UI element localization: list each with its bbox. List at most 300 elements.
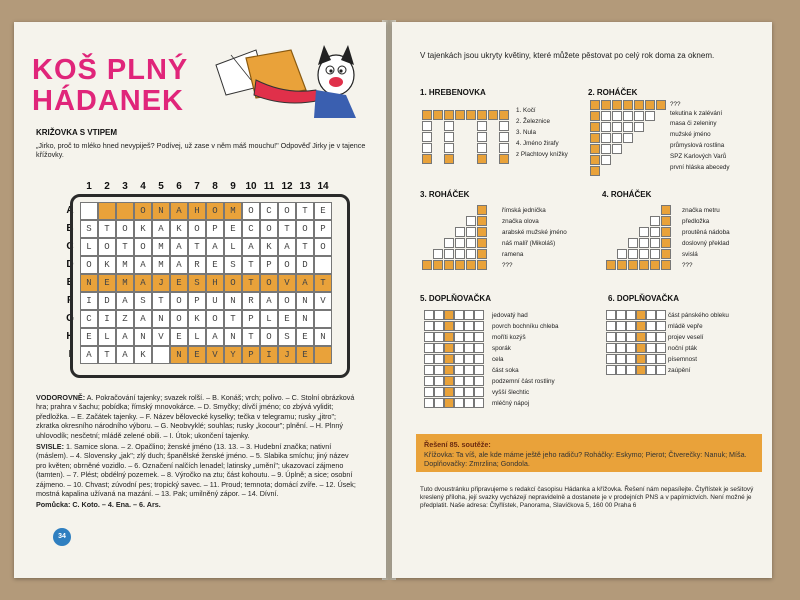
puzzle-cell[interactable] (422, 143, 432, 153)
puzzle-cell[interactable] (444, 238, 454, 248)
crossword-cell[interactable]: J (278, 346, 296, 364)
puzzle-cell[interactable] (464, 332, 474, 342)
puzzle-cell[interactable] (477, 260, 487, 270)
puzzle-cell[interactable] (606, 332, 616, 342)
crossword-cell[interactable]: K (170, 220, 188, 238)
puzzle-cell[interactable] (617, 260, 627, 270)
puzzle-cell[interactable] (422, 110, 432, 120)
puzzle-cell[interactable] (616, 354, 626, 364)
puzzle-cell[interactable] (646, 343, 656, 353)
puzzle-cell[interactable] (444, 143, 454, 153)
crossword-cell[interactable]: A (278, 238, 296, 256)
crossword-cell[interactable]: O (242, 202, 260, 220)
crossword-cell[interactable]: O (134, 202, 152, 220)
puzzle-cell[interactable] (474, 332, 484, 342)
puzzle-cell[interactable] (455, 260, 465, 270)
crossword-cell[interactable]: O (116, 220, 134, 238)
crossword-cell[interactable]: O (80, 256, 98, 274)
crossword-cell[interactable]: K (134, 220, 152, 238)
puzzle-cell[interactable] (626, 332, 636, 342)
puzzle-cell[interactable] (645, 100, 655, 110)
crossword-cell[interactable]: E (80, 328, 98, 346)
puzzle-cell[interactable] (650, 216, 660, 226)
crossword-cell[interactable]: T (278, 220, 296, 238)
puzzle-cell[interactable] (434, 376, 444, 386)
crossword-cell[interactable]: P (260, 256, 278, 274)
crossword-cell[interactable]: O (188, 220, 206, 238)
crossword-cell[interactable]: L (80, 238, 98, 256)
crossword-cell[interactable]: O (278, 256, 296, 274)
crossword-cell[interactable]: A (170, 256, 188, 274)
puzzle-cell[interactable] (444, 132, 454, 142)
crossword-cell[interactable]: S (80, 220, 98, 238)
puzzle-cell[interactable] (636, 365, 646, 375)
crossword-cell[interactable]: A (134, 310, 152, 328)
puzzle-cell[interactable] (433, 110, 443, 120)
crossword-cell[interactable]: T (242, 328, 260, 346)
crossword-cell[interactable]: T (188, 238, 206, 256)
puzzle-cell[interactable] (656, 354, 666, 364)
puzzle-cell[interactable] (454, 310, 464, 320)
puzzle-cell[interactable] (466, 249, 476, 259)
crossword-cell[interactable]: I (80, 292, 98, 310)
puzzle-cell[interactable] (634, 100, 644, 110)
puzzle-cell[interactable] (646, 310, 656, 320)
puzzle-cell[interactable] (477, 249, 487, 259)
crossword-cell[interactable]: P (242, 346, 260, 364)
crossword-cell[interactable]: N (152, 202, 170, 220)
crossword-cell[interactable]: L (224, 238, 242, 256)
crossword-cell[interactable]: K (134, 346, 152, 364)
crossword-cell[interactable]: A (242, 238, 260, 256)
puzzle-cell[interactable] (454, 332, 464, 342)
puzzle-cell[interactable] (639, 238, 649, 248)
crossword-cell[interactable]: T (242, 256, 260, 274)
puzzle-cell[interactable] (656, 343, 666, 353)
puzzle-cell[interactable] (444, 310, 454, 320)
crossword-cell[interactable]: P (314, 220, 332, 238)
puzzle-cell[interactable] (626, 321, 636, 331)
crossword-cell[interactable]: O (206, 202, 224, 220)
puzzle-cell[interactable] (601, 111, 611, 121)
puzzle-cell[interactable] (444, 387, 454, 397)
crossword-cell[interactable]: I (260, 346, 278, 364)
puzzle-cell[interactable] (474, 365, 484, 375)
puzzle-cell[interactable] (477, 154, 487, 164)
puzzle-cell[interactable] (601, 122, 611, 132)
puzzle-cell[interactable] (454, 387, 464, 397)
crossword-cell[interactable]: S (224, 256, 242, 274)
puzzle-cell[interactable] (590, 144, 600, 154)
puzzle-cell[interactable] (612, 100, 622, 110)
puzzle-cell[interactable] (454, 354, 464, 364)
puzzle-cell[interactable] (464, 343, 474, 353)
puzzle-cell[interactable] (636, 332, 646, 342)
crossword-cell[interactable]: E (296, 328, 314, 346)
puzzle-cell[interactable] (454, 343, 464, 353)
crossword-cell[interactable]: O (170, 292, 188, 310)
puzzle-cell[interactable] (434, 354, 444, 364)
puzzle-cell[interactable] (444, 154, 454, 164)
puzzle-cell[interactable] (444, 354, 454, 364)
crossword-cell[interactable]: H (188, 202, 206, 220)
puzzle-cell[interactable] (590, 133, 600, 143)
crossword-cell[interactable]: P (242, 310, 260, 328)
crossword-cell[interactable]: P (188, 292, 206, 310)
crossword-cell[interactable]: A (116, 292, 134, 310)
puzzle-cell[interactable] (422, 121, 432, 131)
crossword-cell[interactable]: E (314, 202, 332, 220)
crossword-cell[interactable]: V (278, 274, 296, 292)
puzzle-cell[interactable] (601, 155, 611, 165)
crossword-cell[interactable]: E (170, 274, 188, 292)
puzzle-cell[interactable] (434, 310, 444, 320)
crossword-cell[interactable]: J (152, 274, 170, 292)
puzzle-cell[interactable] (444, 249, 454, 259)
puzzle-cell[interactable] (590, 100, 600, 110)
puzzle-cell[interactable] (656, 100, 666, 110)
puzzle-cell[interactable] (661, 216, 671, 226)
crossword-cell[interactable]: T (98, 346, 116, 364)
puzzle-cell[interactable] (424, 321, 434, 331)
puzzle-cell[interactable] (628, 249, 638, 259)
crossword-cell[interactable]: D (98, 292, 116, 310)
puzzle-cell[interactable] (639, 227, 649, 237)
puzzle-cell[interactable] (424, 343, 434, 353)
puzzle-cell[interactable] (422, 154, 432, 164)
puzzle-cell[interactable] (636, 343, 646, 353)
puzzle-cell[interactable] (422, 132, 432, 142)
crossword-cell[interactable]: T (296, 202, 314, 220)
crossword-cell[interactable]: S (188, 274, 206, 292)
puzzle-cell[interactable] (661, 205, 671, 215)
crossword-cell[interactable]: O (314, 238, 332, 256)
crossword-cell[interactable]: C (260, 202, 278, 220)
crossword-cell[interactable] (314, 256, 332, 274)
crossword-cell[interactable]: T (314, 274, 332, 292)
puzzle-cell[interactable] (433, 260, 443, 270)
puzzle-cell[interactable] (626, 343, 636, 353)
puzzle-cell[interactable] (590, 111, 600, 121)
crossword-cell[interactable]: O (134, 238, 152, 256)
puzzle-cell[interactable] (455, 227, 465, 237)
puzzle-cell[interactable] (628, 260, 638, 270)
puzzle-cell[interactable] (612, 133, 622, 143)
puzzle-cell[interactable] (650, 227, 660, 237)
puzzle-cell[interactable] (444, 110, 454, 120)
puzzle-cell[interactable] (606, 310, 616, 320)
puzzle-cell[interactable] (477, 132, 487, 142)
puzzle-cell[interactable] (626, 354, 636, 364)
puzzle-cell[interactable] (464, 321, 474, 331)
puzzle-cell[interactable] (444, 343, 454, 353)
puzzle-cell[interactable] (661, 238, 671, 248)
puzzle-cell[interactable] (623, 122, 633, 132)
puzzle-cell[interactable] (636, 321, 646, 331)
puzzle-cell[interactable] (606, 365, 616, 375)
puzzle-cell[interactable] (656, 310, 666, 320)
puzzle-cell[interactable] (626, 310, 636, 320)
puzzle-cell[interactable] (590, 166, 600, 176)
crossword-cell[interactable]: N (224, 292, 242, 310)
crossword-cell[interactable]: O (98, 238, 116, 256)
crossword-cell[interactable]: U (206, 292, 224, 310)
crossword-cell[interactable]: N (296, 292, 314, 310)
puzzle-cell[interactable] (424, 365, 434, 375)
puzzle-cell[interactable] (477, 110, 487, 120)
crossword-cell[interactable]: E (98, 274, 116, 292)
puzzle-cell[interactable] (424, 332, 434, 342)
puzzle-cell[interactable] (616, 321, 626, 331)
puzzle-cell[interactable] (466, 110, 476, 120)
puzzle-cell[interactable] (422, 260, 432, 270)
puzzle-cell[interactable] (433, 249, 443, 259)
puzzle-cell[interactable] (616, 365, 626, 375)
puzzle-cell[interactable] (645, 111, 655, 121)
puzzle-cell[interactable] (474, 398, 484, 408)
puzzle-cell[interactable] (464, 376, 474, 386)
puzzle-cell[interactable] (606, 343, 616, 353)
puzzle-cell[interactable] (424, 354, 434, 364)
crossword-cell[interactable]: O (206, 310, 224, 328)
puzzle-cell[interactable] (617, 249, 627, 259)
crossword-cell[interactable]: K (260, 238, 278, 256)
puzzle-cell[interactable] (424, 387, 434, 397)
crossword-cell[interactable]: T (98, 220, 116, 238)
puzzle-cell[interactable] (646, 354, 656, 364)
crossword-cell[interactable]: A (152, 220, 170, 238)
puzzle-cell[interactable] (466, 216, 476, 226)
puzzle-cell[interactable] (606, 260, 616, 270)
puzzle-cell[interactable] (454, 398, 464, 408)
puzzle-cell[interactable] (646, 365, 656, 375)
crossword-cell[interactable]: O (278, 202, 296, 220)
crossword-cell[interactable]: A (206, 238, 224, 256)
crossword-cell[interactable]: Y (224, 346, 242, 364)
puzzle-cell[interactable] (454, 365, 464, 375)
puzzle-cell[interactable] (616, 310, 626, 320)
crossword-cell[interactable]: O (278, 292, 296, 310)
crossword-cell[interactable]: T (152, 292, 170, 310)
puzzle-cell[interactable] (656, 332, 666, 342)
crossword-cell[interactable]: N (314, 328, 332, 346)
crossword-cell[interactable]: E (170, 328, 188, 346)
crossword-cell[interactable]: S (278, 328, 296, 346)
crossword-cell[interactable]: C (80, 310, 98, 328)
puzzle-cell[interactable] (477, 121, 487, 131)
puzzle-cell[interactable] (601, 100, 611, 110)
puzzle-cell[interactable] (477, 143, 487, 153)
puzzle-cell[interactable] (646, 332, 656, 342)
puzzle-cell[interactable] (623, 133, 633, 143)
puzzle-cell[interactable] (661, 260, 671, 270)
crossword-cell[interactable]: P (206, 220, 224, 238)
puzzle-cell[interactable] (434, 398, 444, 408)
puzzle-cell[interactable] (650, 249, 660, 259)
puzzle-cell[interactable] (474, 376, 484, 386)
crossword-cell[interactable]: A (116, 346, 134, 364)
crossword-cell[interactable]: V (314, 292, 332, 310)
crossword-cell[interactable]: N (296, 310, 314, 328)
puzzle-cell[interactable] (499, 110, 509, 120)
crossword-cell[interactable]: L (260, 310, 278, 328)
crossword-cell[interactable]: T (296, 238, 314, 256)
puzzle-cell[interactable] (488, 110, 498, 120)
crossword-cell[interactable] (98, 202, 116, 220)
puzzle-cell[interactable] (466, 260, 476, 270)
puzzle-cell[interactable] (474, 310, 484, 320)
crossword-cell[interactable]: D (296, 256, 314, 274)
crossword-cell[interactable]: A (170, 202, 188, 220)
crossword-cell[interactable]: O (170, 310, 188, 328)
crossword-cell[interactable]: M (152, 256, 170, 274)
puzzle-cell[interactable] (650, 260, 660, 270)
puzzle-cell[interactable] (612, 144, 622, 154)
puzzle-cell[interactable] (444, 332, 454, 342)
crossword-cell[interactable]: R (188, 256, 206, 274)
puzzle-cell[interactable] (477, 227, 487, 237)
puzzle-cell[interactable] (444, 376, 454, 386)
puzzle-cell[interactable] (634, 122, 644, 132)
puzzle-cell[interactable] (650, 238, 660, 248)
crossword-cell[interactable]: A (260, 292, 278, 310)
puzzle-cell[interactable] (639, 249, 649, 259)
puzzle-cell[interactable] (444, 398, 454, 408)
puzzle-cell[interactable] (628, 238, 638, 248)
puzzle-cell[interactable] (464, 387, 474, 397)
crossword-cell[interactable]: L (188, 328, 206, 346)
crossword-cell[interactable]: A (116, 328, 134, 346)
crossword-cell[interactable]: M (116, 256, 134, 274)
puzzle-cell[interactable] (455, 110, 465, 120)
puzzle-cell[interactable] (434, 343, 444, 353)
puzzle-cell[interactable] (464, 365, 474, 375)
puzzle-cell[interactable] (477, 205, 487, 215)
puzzle-cell[interactable] (499, 154, 509, 164)
crossword-cell[interactable]: I (98, 310, 116, 328)
puzzle-cell[interactable] (612, 111, 622, 121)
crossword-cell[interactable]: C (242, 220, 260, 238)
puzzle-cell[interactable] (466, 227, 476, 237)
crossword-cell[interactable] (80, 202, 98, 220)
puzzle-cell[interactable] (590, 122, 600, 132)
puzzle-cell[interactable] (661, 227, 671, 237)
crossword-cell[interactable]: N (152, 310, 170, 328)
puzzle-cell[interactable] (623, 100, 633, 110)
crossword-cell[interactable]: E (188, 346, 206, 364)
puzzle-cell[interactable] (424, 310, 434, 320)
crossword-cell[interactable]: E (278, 310, 296, 328)
puzzle-cell[interactable] (636, 310, 646, 320)
crossword-cell[interactable]: O (224, 274, 242, 292)
crossword-cell[interactable]: A (296, 274, 314, 292)
crossword-cell[interactable]: A (206, 328, 224, 346)
puzzle-cell[interactable] (601, 144, 611, 154)
puzzle-cell[interactable] (424, 376, 434, 386)
puzzle-cell[interactable] (434, 332, 444, 342)
puzzle-cell[interactable] (444, 365, 454, 375)
puzzle-cell[interactable] (474, 321, 484, 331)
crossword-cell[interactable]: N (134, 328, 152, 346)
puzzle-cell[interactable] (623, 111, 633, 121)
crossword-cell[interactable]: V (152, 328, 170, 346)
crossword-cell[interactable]: A (134, 274, 152, 292)
puzzle-cell[interactable] (590, 155, 600, 165)
crossword-cell[interactable]: A (170, 238, 188, 256)
crossword-cell[interactable]: H (206, 274, 224, 292)
puzzle-cell[interactable] (464, 398, 474, 408)
puzzle-cell[interactable] (434, 387, 444, 397)
crossword-cell[interactable]: T (242, 274, 260, 292)
crossword-cell[interactable]: A (134, 256, 152, 274)
puzzle-cell[interactable] (646, 321, 656, 331)
crossword-cell[interactable]: K (98, 256, 116, 274)
puzzle-cell[interactable] (434, 321, 444, 331)
puzzle-cell[interactable] (601, 133, 611, 143)
puzzle-cell[interactable] (639, 260, 649, 270)
crossword-cell[interactable]: M (152, 238, 170, 256)
puzzle-cell[interactable] (606, 354, 616, 364)
crossword-cell[interactable]: O (260, 328, 278, 346)
crossword-cell[interactable] (152, 346, 170, 364)
crossword-cell[interactable]: N (224, 328, 242, 346)
crossword-cell[interactable]: N (170, 346, 188, 364)
puzzle-cell[interactable] (474, 387, 484, 397)
puzzle-cell[interactable] (616, 343, 626, 353)
puzzle-cell[interactable] (444, 260, 454, 270)
crossword-cell[interactable]: E (206, 256, 224, 274)
puzzle-cell[interactable] (474, 343, 484, 353)
crossword-cell[interactable]: S (134, 292, 152, 310)
puzzle-cell[interactable] (424, 398, 434, 408)
puzzle-cell[interactable] (612, 122, 622, 132)
crossword-cell[interactable] (314, 310, 332, 328)
crossword-cell[interactable]: L (98, 328, 116, 346)
crossword-cell[interactable]: E (224, 220, 242, 238)
crossword-cell[interactable]: M (224, 202, 242, 220)
puzzle-cell[interactable] (636, 354, 646, 364)
puzzle-cell[interactable] (454, 376, 464, 386)
crossword-cell[interactable]: V (206, 346, 224, 364)
crossword-cell[interactable]: T (224, 310, 242, 328)
crossword-cell[interactable]: O (260, 274, 278, 292)
crossword-cell[interactable] (314, 346, 332, 364)
puzzle-cell[interactable] (616, 332, 626, 342)
crossword-cell[interactable]: E (296, 346, 314, 364)
puzzle-cell[interactable] (499, 132, 509, 142)
puzzle-cell[interactable] (464, 354, 474, 364)
puzzle-cell[interactable] (444, 321, 454, 331)
puzzle-cell[interactable] (466, 238, 476, 248)
crossword-cell[interactable]: A (80, 346, 98, 364)
puzzle-cell[interactable] (656, 321, 666, 331)
puzzle-cell[interactable] (477, 216, 487, 226)
crossword-cell[interactable]: M (116, 274, 134, 292)
puzzle-cell[interactable] (455, 238, 465, 248)
puzzle-cell[interactable] (474, 354, 484, 364)
puzzle-cell[interactable] (455, 249, 465, 259)
crossword-cell[interactable]: O (260, 220, 278, 238)
puzzle-cell[interactable] (444, 121, 454, 131)
crossword-cell[interactable]: Z (116, 310, 134, 328)
puzzle-cell[interactable] (499, 143, 509, 153)
puzzle-cell[interactable] (454, 321, 464, 331)
crossword-cell[interactable]: T (116, 238, 134, 256)
puzzle-cell[interactable] (634, 111, 644, 121)
puzzle-cell[interactable] (499, 121, 509, 131)
puzzle-cell[interactable] (661, 249, 671, 259)
crossword-cell[interactable]: R (242, 292, 260, 310)
